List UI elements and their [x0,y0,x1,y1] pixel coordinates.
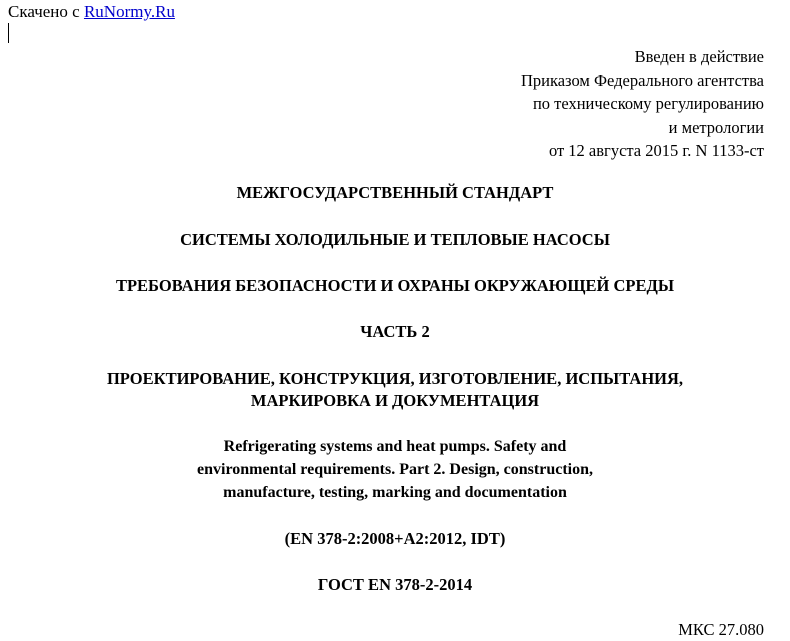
subject-heading: СИСТЕМЫ ХОЛОДИЛЬНЫЕ И ТЕПЛОВЫЕ НАСОСЫ [180,230,610,249]
adoption-note [364,45,764,163]
part-heading: ЧАСТЬ 2 [360,322,430,341]
adoption-line: по техническому регулированию [532,94,764,114]
source-link[interactable]: RuNormy.Ru [83,2,175,21]
part-title-line: МАРКИРОВКА И ДОКУМЕНТАЦИЯ [250,391,540,410]
adoption-line: от 12 августа 2015 г. N 1133-ст [548,141,764,161]
source-line [8,2,175,22]
english-title-line: Refrigerating systems and heat pumps. Safety and [223,438,567,455]
classification-code: МКС 27.080 [678,620,764,639]
adoption-line: Введен в действие [634,47,764,66]
equivalence-note: (EN 378-2:2008+A2:2012, IDT) [284,529,506,548]
part-title [0,368,790,412]
english-title-line: manufacture, testing, marking and documentation [223,484,567,501]
part-title-line: ПРОЕКТИРОВАНИЕ, КОНСТРУКЦИЯ, ИЗГОТОВЛЕНИЕ, ИСПЫТАНИЯ, [106,369,684,388]
text-cursor [8,23,9,43]
requirements-heading: ТРЕБОВАНИЯ БЕЗОПАСНОСТИ И ОХРАНЫ ОКРУЖАЮЩЕЙ СРЕДЫ [115,276,675,295]
english-title-line: environmental requirements. Part 2. Design, construction, [197,461,593,478]
standard-designation: ГОСТ EN 378-2-2014 [317,575,473,594]
source-prefix: Скачено с [8,2,84,21]
standard-type-heading: МЕЖГОСУДАРСТВЕННЫЙ СТАНДАРТ [236,183,554,202]
english-title [0,435,790,504]
adoption-line: Приказом Федерального агентства [520,70,764,90]
adoption-line: и метрологии [668,117,764,137]
